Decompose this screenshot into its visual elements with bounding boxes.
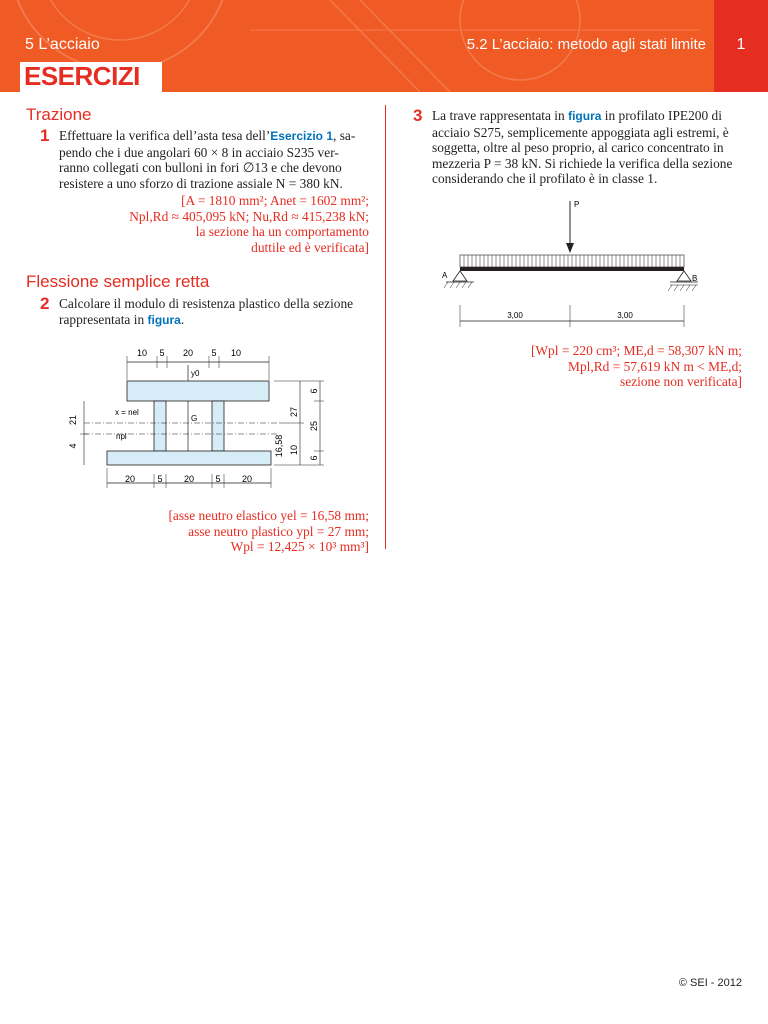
distributed-load-hatch	[464, 255, 680, 267]
exercise-3-number: 3	[413, 106, 423, 125]
top-dim-5: 10	[230, 348, 242, 358]
ex2-line1: Calcolare il modulo di resistenza plastico della sezione	[59, 296, 354, 311]
top-dim-2: 5	[159, 348, 165, 358]
ex3-figure-link[interactable]: figura	[568, 109, 602, 123]
right-dim-6: 16,58	[274, 434, 284, 458]
right-dim-2: 25	[309, 420, 319, 432]
esercizi-label: ESERCIZI	[24, 61, 140, 91]
x-nel-label: x = nel	[115, 408, 139, 417]
exercise-2-answer	[59, 508, 369, 555]
load-p-label: P	[574, 200, 580, 209]
ex2-line2a: rappresentata in	[59, 311, 148, 327]
bottom-dim-4: 5	[215, 474, 221, 484]
column-divider	[385, 105, 386, 549]
ex1-line4: resistere a uno sforzo di trazione assiale N = 380 kN.	[59, 175, 343, 191]
ex1-reference-link[interactable]: Esercizio 1	[270, 129, 333, 143]
exercise-1-number: 1	[40, 126, 50, 145]
heading-trazione: Trazione	[26, 105, 92, 124]
ex2-answer-line1: [asse neutro elastico yel = 16,58 mm;	[168, 508, 369, 523]
ex3-line3: soggetta, oltre al peso proprio, al carico concentrato in	[432, 140, 724, 155]
bottom-dim-1: 20	[124, 474, 136, 484]
left-dim-1: 21	[68, 414, 78, 426]
ex3-line4: mezzeria P = 38 kN. Si richiede la verifica della sezione	[432, 155, 733, 171]
ex3-line5: considerando che il profilato è in classe 1.	[432, 171, 658, 186]
right-dim-3: 27	[289, 406, 299, 418]
ex2-figure-link[interactable]: figura	[147, 312, 181, 327]
top-dim-1: 10	[136, 348, 148, 358]
g-label: G	[191, 414, 198, 423]
span-right-label: 3,00	[617, 311, 633, 320]
section-title: 5.2 L’acciaio: metodo agli stati limite	[466, 36, 706, 53]
ex3-answer-line1: [Wpl = 220 cm³; ME,d = 58,307 kN m;	[530, 343, 742, 358]
ex1-answer-line4: duttile ed è verificata]	[251, 239, 369, 255]
top-dim-4: 5	[211, 348, 217, 358]
span-left-label: 3,00	[507, 311, 523, 320]
npl-label: npl	[116, 432, 127, 441]
chapter-title: 5 L’acciaio	[25, 36, 100, 53]
bottom-dim-5: 20	[241, 474, 253, 484]
left-dim-2: 4	[68, 443, 78, 449]
ex3-answer-line3: sezione non verificata]	[620, 374, 742, 389]
heading-flessione: Flessione semplice retta	[26, 272, 210, 291]
ex2-answer-line2: asse neutro plastico ypl = 27 mm;	[188, 523, 369, 539]
ex1-answer-line2: Npl,Rd ≈ 405,095 kN; Nu,Rd ≈ 415,238 kN;	[129, 208, 369, 224]
ex3-answer-line2: Mpl,Rd = 57,619 kN m < ME,d;	[568, 358, 742, 374]
support-b-label: B	[692, 274, 698, 283]
ex1-answer-line3: la sezione ha un comportamento	[195, 224, 369, 239]
exercise-3-text	[432, 108, 748, 187]
ex3-line1b: in profilato IPE200 di	[601, 108, 722, 123]
right-dim-5: 6	[309, 455, 319, 461]
right-dim-1: 6	[309, 388, 319, 394]
exercise-2-text	[59, 296, 377, 328]
exercise-2-number: 2	[40, 294, 50, 313]
exercise-1-text	[59, 128, 377, 191]
bottom-dim-3: 20	[183, 474, 195, 484]
ex1-line2: pendo che i due angolari 60 × 8 in acciaio S235 ver-	[59, 144, 339, 160]
top-dim-3: 20	[182, 348, 194, 358]
copyright-footer: © SEI - 2012	[678, 977, 742, 989]
ex3-line1a: La trave rappresentata in	[432, 108, 569, 123]
ex2-answer-line3: Wpl = 12,425 × 10³ mm³]	[230, 539, 369, 554]
exercise-3-answer	[432, 343, 742, 390]
support-a-label: A	[442, 271, 448, 280]
exercise-1-answer	[59, 193, 369, 255]
y0-label: y0	[191, 369, 200, 378]
ex1-line1a: Effettuare la verifica dell’asta tesa dell’	[59, 128, 271, 143]
ex2-section-figure	[64, 340, 344, 500]
right-dim-4: 10	[289, 444, 299, 456]
ex1-answer-line1: [A = 1810 mm²; Anet = 1602 mm²;	[181, 193, 369, 208]
page-number: 1	[736, 36, 746, 53]
ex1-line1b: , sa-	[333, 128, 356, 143]
ex3-beam-figure	[432, 195, 732, 330]
ex2-line2b: .	[180, 311, 185, 327]
bottom-dim-2: 5	[157, 474, 163, 484]
ex3-line2: acciaio S275, semplicemente appoggiata agli estremi, è	[432, 124, 729, 140]
ex1-line3: ranno collegati con bulloni in fori ∅13 e che devono	[59, 160, 342, 175]
